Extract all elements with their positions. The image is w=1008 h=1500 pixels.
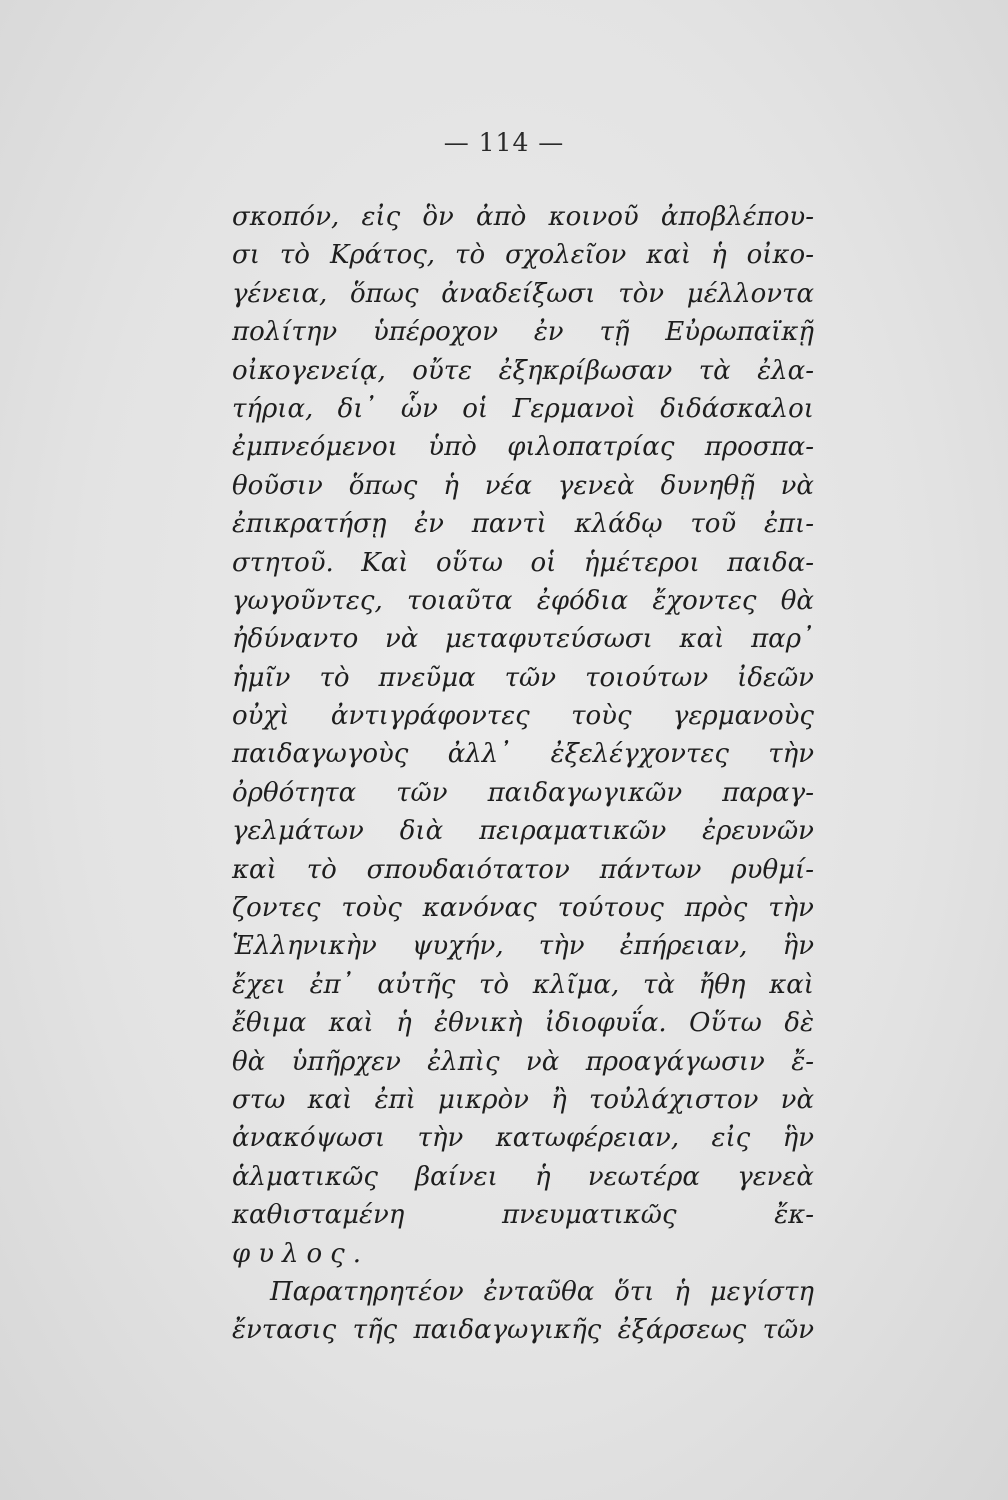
text-line: καὶ τὸ σπουδαιότατον πάντων ρυθμί- [232, 854, 814, 885]
text-line: θοῦσιν ὅπως ἡ νέα γενεὰ δυνηθῇ νὰ [232, 470, 814, 501]
text-line: ζοντες τοὺς κανόνας τούτους πρὸς τὴν [232, 893, 814, 924]
text-line: σκοπόν, εἰς ὃν ἀπὸ κοινοῦ ἀποβλέπου- [232, 202, 814, 232]
text-line: Ἑλληνικὴν ψυχήν, τὴν ἐπήρειαν, ἣν [232, 931, 814, 962]
text-line: σι τὸ Κράτος, τὸ σχολεῖον καὶ ἡ οἰκο- [232, 240, 814, 271]
text-line: ἠδύναντο νὰ μεταφυτεύσωσι καὶ παρ᾽ [232, 624, 814, 655]
text-line: ἔθιμα καὶ ἡ ἐθνικὴ ἰδιοφυΐα. Οὕτω δὲ [232, 1008, 814, 1039]
text-line: οἰκογενείᾳ, οὔτε ἐξηκρίβωσαν τὰ ἐλα- [232, 355, 814, 386]
text-line: παιδαγωγοὺς ἀλλ᾽ ἐξελέγχοντες τὴν [232, 739, 814, 770]
text-line: γένεια, ὅπως ἀναδείξωσι τὸν μέλλοντα [232, 278, 814, 309]
text-line: ἔντασις τῆς παιδαγωγικῆς ἐξάρσεως τῶν [232, 1315, 814, 1346]
text-line: τήρια, δι᾽ ὧν οἱ Γερμανοὶ διδάσκαλοι [232, 393, 814, 424]
text-line: πολίτην ὑπέροχον ἐν τῇ Εὐρωπαϊκῇ [232, 317, 814, 348]
text-line: γωγοῦντες, τοιαῦτα ἐφόδια ἔχοντες θὰ [232, 585, 814, 616]
text-line: οὐχὶ ἀντιγράφοντες τοὺς γερμανοὺς [232, 701, 814, 732]
text-line: ἁλματικῶς βαίνει ἡ νεωτέρα γενεὰ [232, 1161, 814, 1192]
text-line: φυλος. [232, 1238, 369, 1269]
text-line: ἡμῖν τὸ πνεῦμα τῶν τοιούτων ἰδεῶν [232, 662, 814, 693]
text-line: ἔχει ἐπ᾽ αὐτῆς τὸ κλῖμα, τὰ ἤθη καὶ [232, 969, 814, 1000]
text-line: στητοῦ. Καὶ οὕτω οἱ ἡμέτεροι παιδα- [232, 547, 814, 578]
text-line: θὰ ὑπῆρχεν ἐλπὶς νὰ προαγάγωσιν ἔ- [232, 1046, 814, 1077]
text-line: ὀρθότητα τῶν παιδαγωγικῶν παραγ- [232, 777, 814, 808]
text-line: καθισταμένη πνευματικῶς ἔκ- [232, 1200, 814, 1231]
text-line: ἐμπνεόμενοι ὑπὸ φιλοπατρίας προσπα- [232, 432, 814, 463]
text-line: ἐπικρατήσῃ ἐν παντὶ κλάδῳ τοῦ ἐπι- [232, 509, 814, 540]
text-line: γελμάτων διὰ πειραματικῶν ἐρευνῶν [232, 816, 814, 847]
text-line: στω καὶ ἐπὶ μικρὸν ἢ τοὐλάχιστον νὰ [232, 1084, 814, 1115]
paragraph-start-line: Παρατηρητέον ἐνταῦθα ὅτι ἡ μεγίστη [270, 1276, 814, 1307]
body-text [232, 198, 814, 1350]
page-number: — 114 — [443, 128, 565, 157]
text-line: ἀνακόψωσι τὴν κατωφέρειαν, εἰς ἣν [232, 1123, 814, 1154]
